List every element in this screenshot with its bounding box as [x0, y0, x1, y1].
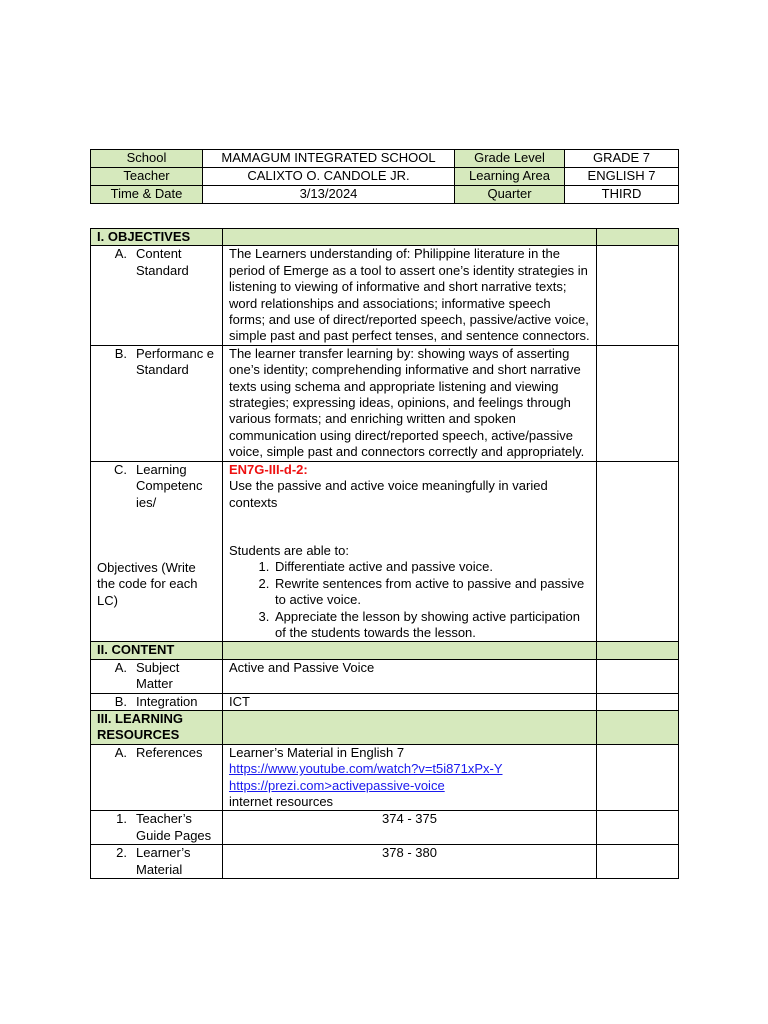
- content-heading: II. CONTENT: [91, 642, 223, 659]
- objectives-label: Objectives (Write the code for each LC): [97, 559, 198, 608]
- quarter-value: THIRD: [565, 186, 679, 204]
- competency-code: EN7G-III-d-2:: [229, 461, 308, 477]
- school-label: School: [91, 150, 203, 168]
- teachers-guide-label: Teacher’s Guide Pages: [136, 811, 212, 843]
- performance-standard-text: The learner transfer learning by: showing ways of asserting one’s identity; comprehending informative and short narrative texts using schema and appropriate listening and viewing strategies; expressing ideas, opinions, and feelings through various formats; and enriching written and spoken communication using direct/reported speech, active/passive voice, simple past and connectors correctly and appropriately.: [223, 345, 597, 461]
- competency-text: Use the passive and active voice meaningfully in varied contexts: [229, 478, 548, 510]
- content-section-row: [91, 642, 679, 659]
- learners-material-pages: 378 - 380: [223, 845, 597, 879]
- objectives-list: [229, 559, 590, 641]
- teacher-label: Teacher: [91, 168, 203, 186]
- performance-standard-row: B. Performanc e Standard The learner transfer learning by: showing ways of asserting one’s identity; comprehending informative and short narrative texts using schema and appropriate listening and viewing strategies; expressing ideas, opinions, and feelings through various formats; and enriching written and spoken communication using direct/reported speech, active/passive voice, simple past and connectors correctly and appropriately.: [91, 345, 679, 461]
- performance-standard-label: Performanc e Standard: [136, 345, 215, 378]
- resources-heading: III. LEARNING RESOURCES: [91, 710, 223, 744]
- references-label: References: [136, 744, 203, 760]
- objectives-section-row: [91, 229, 679, 246]
- grade-value: GRADE 7: [565, 150, 679, 168]
- school-value: MAMAGUM INTEGRATED SCHOOL: [203, 150, 455, 168]
- subject-matter-value: Active and Passive Voice: [223, 659, 597, 693]
- subject-matter-row: A. Subject Matter Active and Passive Voice: [91, 659, 679, 693]
- lesson-plan-table: [90, 228, 679, 879]
- subject-matter-label: Subject Matter: [136, 659, 180, 692]
- integration-label: Integration: [136, 693, 198, 709]
- quarter-label: Quarter: [455, 186, 565, 204]
- grade-label: Grade Level: [455, 150, 565, 168]
- integration-row: B. Integration ICT: [91, 693, 679, 710]
- resources-section-row: [91, 710, 679, 744]
- references-title: Learner’s Material in English 7: [229, 744, 405, 760]
- objective-item: 1. Differentiate active and passive voice.: [273, 559, 590, 575]
- prezi-link[interactable]: https://prezi.com>activepassive-voice: [229, 777, 445, 793]
- objective-item: 2. Rewrite sentences from active to passive and passive to active voice.: [273, 576, 590, 609]
- date-label: Time & Date: [91, 186, 203, 204]
- objectives-intro: Students are able to:: [229, 542, 349, 558]
- teachers-guide-row: 1. Teacher’s Guide Pages 374 - 375: [91, 811, 679, 845]
- competencies-row: C. Learning Competenc ies/ Objectives (Write the code for each LC) EN7G-III-d-2: Use the passive and active voice meaningfully in varied contexts Students are able to: 1. Differentiate active and passive voice. 2. Rewrite sentences from active to passive and passive to active voice. 3. Appreciate the lesson by showing active participation of the students towards the lesson.: [91, 461, 679, 642]
- objectives-heading: I. OBJECTIVES: [91, 229, 223, 246]
- teacher-value: CALIXTO O. CANDOLE JR.: [203, 168, 455, 186]
- date-value: 3/13/2024: [203, 186, 455, 204]
- youtube-link[interactable]: https://www.youtube.com/watch?v=t5i871xPx-Y: [229, 761, 503, 777]
- content-standard-row: A. Content Standard The Learners understanding of: Philippine literature in the period of Emerge as a tool to assert one’s identity strategies in listening to viewing of informative and short narrative texts; word relationships and associations; informative speech forms; and use of direct/reported speech, passive/active voice, simple past and past perfect tenses, and sentence connectors.: [91, 246, 679, 345]
- content-standard-label: Content Standard: [136, 246, 189, 278]
- learners-material-label: Learner’s Material: [136, 845, 191, 877]
- content-standard-text: The Learners understanding of: Philippine literature in the period of Emerge as a tool to assert one’s identity strategies in listening to viewing of informative and short narrative texts; word relationships and associations; informative speech forms; and use of direct/reported speech, passive/active voice, simple past and past perfect tenses, and sentence connectors.: [223, 246, 597, 345]
- area-value: ENGLISH 7: [565, 168, 679, 186]
- teachers-guide-pages: 374 - 375: [223, 811, 597, 845]
- header-table: [90, 149, 679, 204]
- area-label: Learning Area: [455, 168, 565, 186]
- objective-item: 3. Appreciate the lesson by showing active participation of the students towards the lesson.: [273, 609, 590, 642]
- integration-value: ICT: [223, 693, 597, 710]
- references-row: A. References Learner’s Material in English 7 https://www.youtube.com/watch?v=t5i871xPx-Y https://prezi.com>activepassive-voice internet resources: [91, 744, 679, 811]
- competencies-label: Learning Competenc ies/: [136, 461, 203, 510]
- learners-material-row: 2. Learner’s Material 378 - 380: [91, 845, 679, 879]
- references-note: internet resources: [229, 794, 334, 809]
